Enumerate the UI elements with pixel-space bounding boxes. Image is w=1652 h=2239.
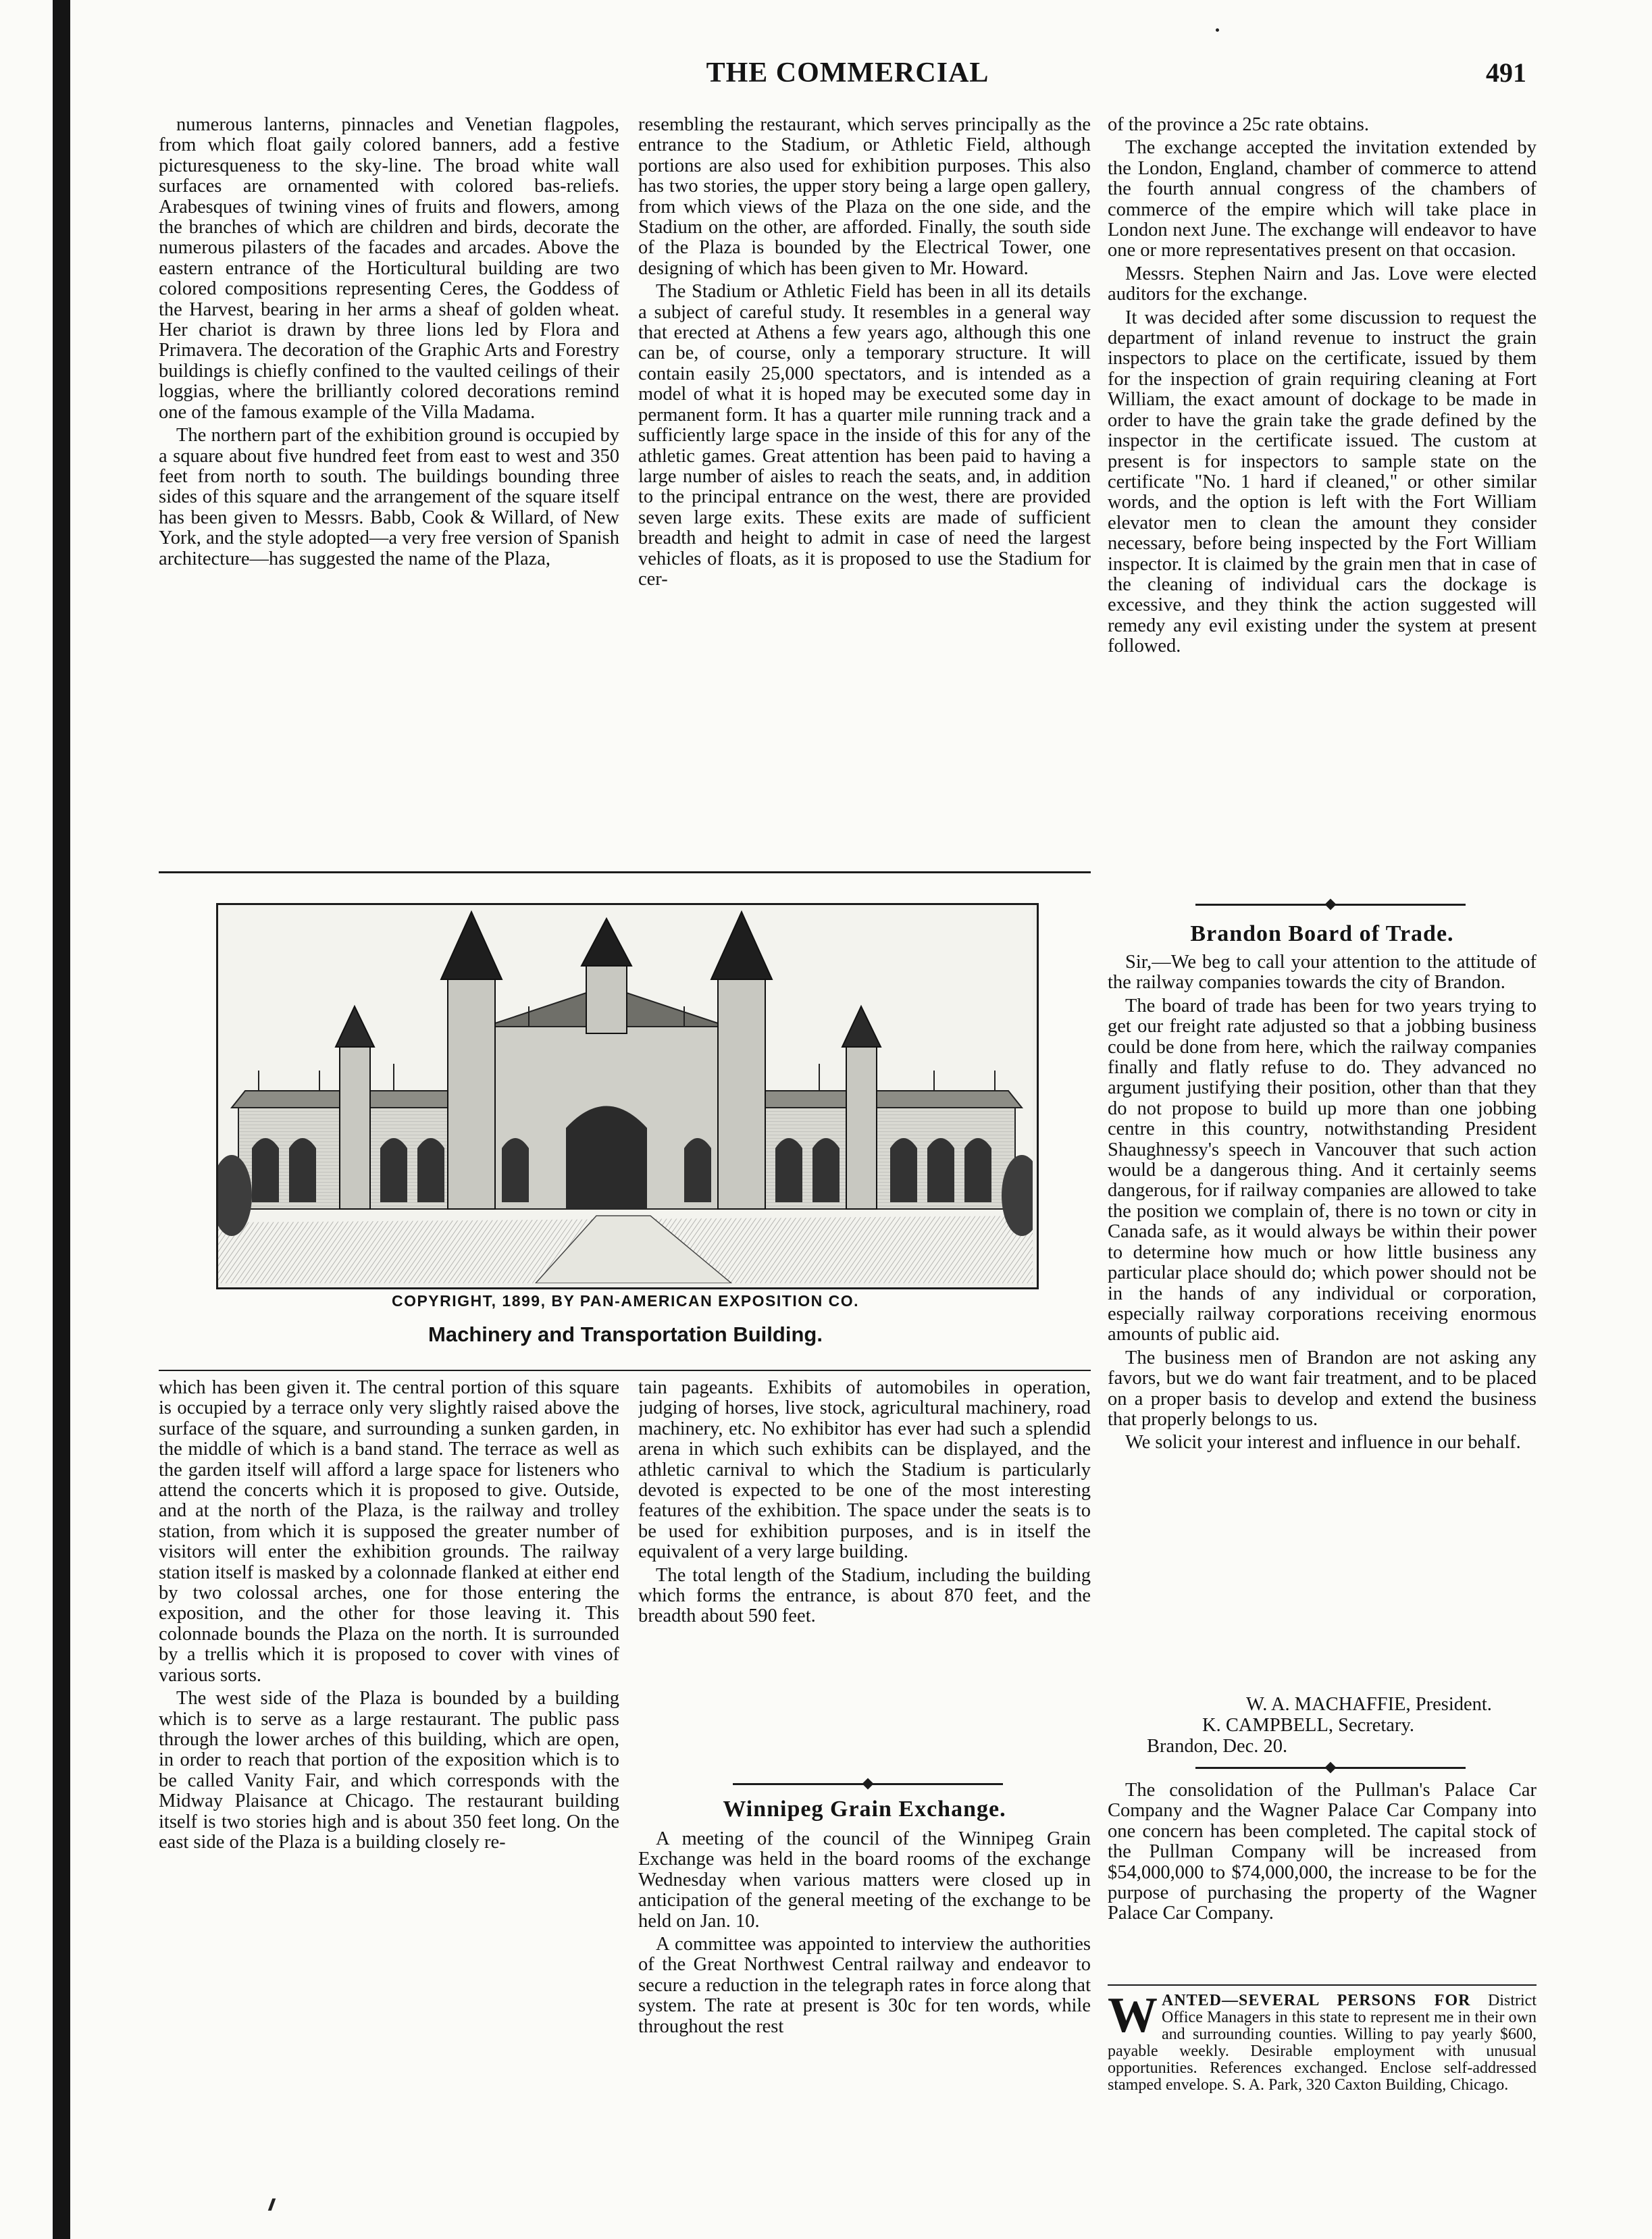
article-paragraph: A committee was appointed to interview the authorities of the Great Northwest Central railway and endeavor to secure a reduction in the telegraph rates in force along that system. The rate at present is 30c for ten words, while throughout the rest xyxy=(638,1934,1091,2037)
section-rule xyxy=(159,1370,1091,1371)
article-paragraph: A meeting of the council of the Winnipeg Grain Exchange was held in the board rooms of the exchange Wednesday when various matters were closed up in anticipation of the general meeting of the exchange to be held on Jan. 10. xyxy=(638,1829,1091,1932)
ad-body: District Office Managers in this state to represent me in their own and surrounding counties. Willing to pay yearly $600, payable weekly. Desirable employment with unusual opportunities. References exchanged. Enclose self-addressed stamped envelope. S. A. Park, 320 Caxton Building, Chicago. xyxy=(1108,1992,1537,2094)
section-divider xyxy=(1195,904,1466,906)
column-3-top xyxy=(1108,115,1537,897)
illustration-caption: Machinery and Transportation Building. xyxy=(428,1322,823,1346)
place-date: Brandon, Dec. 20. xyxy=(1147,1736,1288,1757)
signature-secretary: K. CAMPBELL, Secretary. xyxy=(1202,1715,1414,1736)
article-paragraph: which has been given it. The central portion of this square is occupied by a terrace only very slightly raised above the surface of the square, and surrounding a sunken garden, in the middle of which is a band stand. The terrace as well as the garden itself will afford a large space for listeners who attend the concerts which it is proposed to give. Outside, and at the north of the Plaza, is the railway and trolley station, from which it is supposed the greater number of visitors will enter the exhibition grounds. The railway station itself is masked by a colonnade flanked at either end by two colossal arches, one for those entering the exposition, and the other for those leaving it. This colonnade bounds the Plaza on the north. It is surrounded by a trellis which it is proposed to cover with vines of various sorts. xyxy=(159,1378,619,1686)
article-paragraph: tain pageants. Exhibits of automobiles in operation, judging of horses, live stock, agricultural machinery, road machinery, etc. No exhibitor has ever had such a splendid arena in which such exhibits can be displayed, and the athletic carnival to which the Stadium is particularly devoted is expected to be one of the most interesting features of the exhibition. The space under the seats is to be used for exhibition purposes, and is in itself the equivalent of a very large building. xyxy=(638,1378,1091,1563)
page-title: THE COMMERCIAL xyxy=(706,57,989,88)
article-paragraph: Sir,—We beg to call your attention to the attitude of the railway companies towards the city of Brandon. xyxy=(1108,952,1537,994)
binding-gutter xyxy=(53,0,70,2239)
section-rule xyxy=(1108,1984,1537,1986)
article-paragraph: The west side of the Plaza is bounded by a building which is to serve as a large restaurant. The public pass through the lower arches of this building, which are open, in order to reach that portion of the exposition which is to be called Vanity Fair, and which corresponds with the Midway Plaisance at Chicago. The restaurant building itself is two stories high and is about 350 feet long. On the east side of the Plaza is a building closely re- xyxy=(159,1688,619,1853)
page-number: 491 xyxy=(1486,57,1526,88)
building-engraving xyxy=(218,905,1033,1283)
article-paragraph: The consolidation of the Pullman's Palace Car Company and the Wagner Palace Car Company into one concern has been completed. The capital stock of the Pullman Company will be increased from $54,000,000 to $74,000,000, the increase to be for the purpose of purchasing the property of the Wagner Palace Car Company. xyxy=(1108,1780,1537,1924)
section-rule xyxy=(159,871,1091,873)
article-paragraph: The Stadium or Athletic Field has been in all its details a subject of careful study. It resembles in a general way that erected at Athens a few years ago, although this one can be, of course, only a temporary structure. It will contain easily 25,000 spectators, and is intended as a model of what it is hoped may be executed some day in permanent form. It has a quarter mile running track and a sufficiently large space in the inside of this for any of the athletic games. Great attention has been paid to having a large number of aisles to reach the seats, and, in addition to the principal entrance on the west, there are provided seven large exits. These exits are made of sufficient breadth and height to admit in case of need the largest vehicles of floats, as it is proposed to use the Stadium for cer- xyxy=(638,281,1091,590)
article-paragraph: numerous lanterns, pinnacles and Venetian flagpoles, from which float gaily colored banners, add a festive picturesqueness to the sky-line. The broad white wall surfaces are ornamented with colored bas-reliefs. Arabesques of twining vines of fruits and flowers, among the branches of which are children and birds, decorate the numerous pilasters of the facades and arcades. Above the eastern entrance of the Horticultural building are two colored compositions representing Ceres, the Goddess of the Harvest, bearing in her arms a sheaf of golden wheat. Her chariot is drawn by three lions led by Flora and Primavera. The decoration of the Graphic Arts and Forestry buildings is chiefly confined to the vaulted ceilings of their loggias, where the brilliantly colored decorations remind one of the famous example of the Villa Madama. xyxy=(159,115,619,423)
section-divider xyxy=(733,1783,1003,1785)
article-paragraph: The northern part of the exhibition ground is occupied by a square about five hundred feet from east to west and 350 feet from north to south. The buildings bounding three sides of this square and the arrangement of the square itself has been given to Messrs. Babb, Cook & Willard, of New York, and the style adopted—a very free version of Spanish architecture—has suggested the name of the Plaza, xyxy=(159,425,619,569)
section-heading-winnipeg: Winnipeg Grain Exchange. xyxy=(723,1797,1006,1822)
signature-block xyxy=(1108,1694,1537,1757)
article-paragraph: of the province a 25c rate obtains. xyxy=(1108,115,1369,135)
article-paragraph: Messrs. Stephen Nairn and Jas. Love were elected auditors for the exchange. xyxy=(1108,263,1537,305)
running-head xyxy=(169,57,1526,97)
signature-president: W. A. MACHAFFIE, President. xyxy=(1246,1694,1492,1715)
article-paragraph: The exchange accepted the invitation extended by the London, England, chamber of commerce to attend the fourth annual congress of the chambers of commerce of the empire which will take place in London next June. The exchange will endeavor to have one or more representatives present on that occasion. xyxy=(1108,137,1537,261)
column-2-top xyxy=(638,115,1091,851)
column-1-top xyxy=(159,115,619,851)
section-heading-brandon: Brandon Board of Trade. xyxy=(1190,921,1454,946)
ad-lead: ANTED—SEVERAL PERSONS FOR xyxy=(1162,1992,1471,2009)
print-speck xyxy=(1216,28,1219,32)
building-illustration xyxy=(216,903,1039,1289)
section-divider xyxy=(1195,1767,1466,1769)
article-paragraph: resembling the restaurant, which serves principally as the entrance to the Stadium, or Athletic Field, although portions are also used for exhibition purposes. This also has two stories, the upper story being a large open gallery, from which views of the Plaza on the one side, and the Stadium on the other, are afforded. Finally, the south side of the Plaza is bounded by the Electrical Tower, one designing of which has been given to Mr. Howard. xyxy=(638,115,1091,279)
pullman-item xyxy=(1108,1780,1537,1983)
illustration-copyright: COPYRIGHT, 1899, BY PAN-AMERICAN EXPOSITION CO. xyxy=(391,1292,860,1310)
column-2-bottom xyxy=(638,1378,1091,1756)
brandon-letter xyxy=(1108,952,1537,1628)
article-paragraph: The total length of the Stadium, including the building which forms the entrance, is about 870 feet, and the breadth about 590 feet. xyxy=(638,1564,1091,1627)
winnipeg-article xyxy=(638,1829,1091,2207)
article-paragraph: The board of trade has been for two years trying to get our freight rate adjusted so that a jobbing business could be done from here, which the railway companies finally and flatly refuse to do. They advanced no argument justifying their position, other than that they do not propose to build up more than one jobbing centre in this country, notwithstanding President Shaughnessy's speech in Vancouver that such action would be a dangerous thing. And it certainly seems dangerous, for if railway companies are allowed to take the position we complain of, there is no town or city in Canada safe, as it would always be within their power to determine how much or how little business any particular place should do; which power should not be in the hands of any individual or corporation, especially railway corporations receiving enormous amounts of public aid. xyxy=(1108,995,1537,1345)
article-paragraph: The business men of Brandon are not asking any favors, but we do want fair treatment, and to be placed on a proper basis to develop and extend the business that properly belongs to us. xyxy=(1108,1347,1537,1430)
ad-dropcap: W xyxy=(1108,1988,1158,2043)
classified-ad xyxy=(1108,1988,1537,2094)
column-1-bottom xyxy=(159,1378,619,2209)
article-paragraph: We solicit your interest and influence in our behalf. xyxy=(1125,1432,1521,1453)
article-paragraph: It was decided after some discussion to request the department of inland revenue to instruct the grain inspectors to place on the certificate, issued by them for the inspection of grain requiring cleaning at Fort William, the exact amount of dockage to be made in order to have the grain take the grade defined by the inspector in the certificate issued. The custom at present is for inspectors to sample state on the certificate "No. 1 hard if cleaned," or other similar words, and the option is left with the Fort William elevator men to clean the amount they consider necessary, before being inspected by the Fort William inspector. It is claimed by the grain men that in case of the cleaning of individual cars the dockage is excessive, and they think the action suggested will remedy any evil existing under the system at present followed. xyxy=(1108,307,1537,657)
